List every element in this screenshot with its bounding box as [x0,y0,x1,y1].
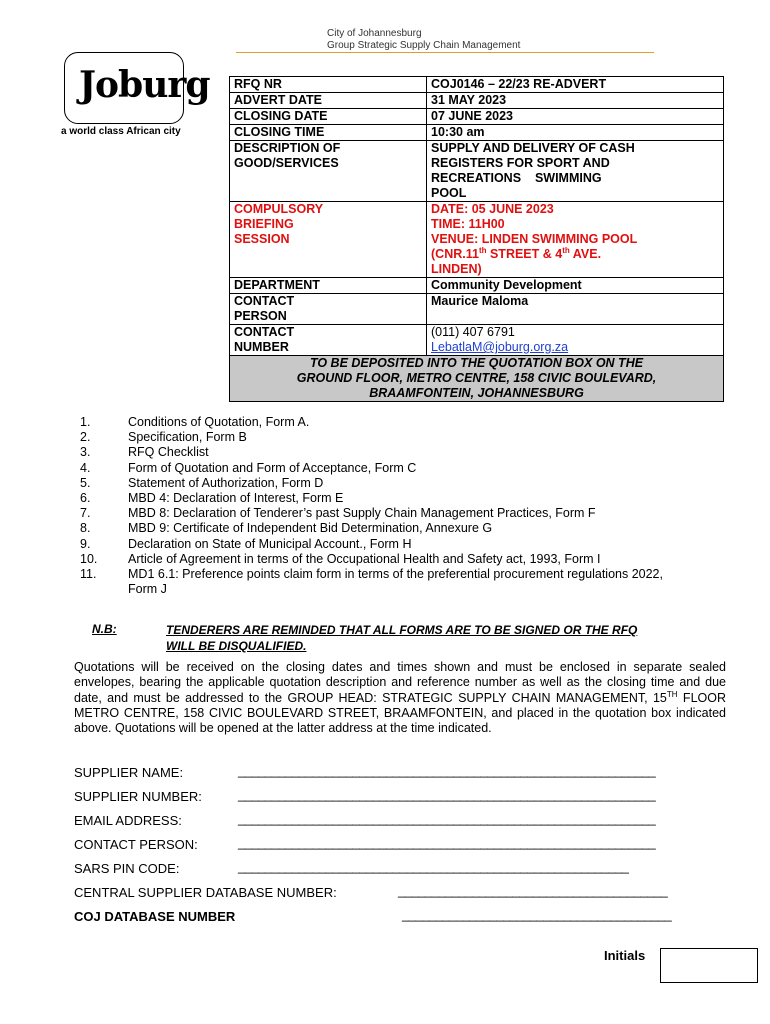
logo-tagline: a world class African city [61,126,181,137]
list-item [80,506,680,521]
briefing-corner: (CNR.11th STREET & 4th AVE. [431,245,602,261]
coj-db-blank[interactable]: ________________________________________ [402,907,672,922]
list-item-number: 7. [80,506,91,521]
briefing-date: DATE: 05 JUNE 2023 [431,202,554,216]
contact-person-label-line: CONTACT [234,294,295,308]
email-label: EMAIL ADDRESS: [74,813,182,828]
list-item-text: MBD 8: Declaration of Tenderer’s past Supply Chain Management Practices, Form F [128,506,596,521]
briefing-suburb: LINDEN) [431,262,482,276]
contact-person-value: Maurice Maloma [427,294,724,325]
contact-person-label-line: PERSON [234,309,287,323]
list-item-text: Statement of Authorization, Form D [128,475,324,490]
rfq-info-table [229,76,724,402]
briefing-label [230,202,427,278]
list-item-number: 3. [80,445,91,460]
header-rule [236,52,654,53]
contact-number-value [427,325,724,356]
list-item-text: Conditions of Quotation, Form A. [128,415,310,429]
table-row [230,93,724,109]
table-row [230,294,724,325]
csd-label: CENTRAL SUPPLIER DATABASE NUMBER: [74,885,337,900]
contact-number-label-line: NUMBER [234,340,289,354]
list-item [80,552,680,567]
header-city: City of Johannesburg [327,28,422,39]
list-item-text: MBD 4: Declaration of Interest, Form E [128,491,344,506]
joburg-logo [64,52,210,124]
description-line: SUPPLY AND DELIVERY OF CASH [431,141,635,155]
deposit-line: TO BE DEPOSITED INTO THE QUOTATION BOX ON THE [309,356,644,370]
list-item-text: Specification, Form B [128,430,247,445]
logo-wordmark: Joburg [79,64,210,106]
briefing-label-line: SESSION [234,232,290,246]
department-value: Community Development [427,278,724,294]
table-row [230,141,724,202]
briefing-label-line: BRIEFING [234,217,294,231]
rfq-nr-label: RFQ NR [230,77,427,93]
contact-number-label-line: CONTACT [234,325,295,339]
briefing-label-line: COMPULSORY [234,202,324,216]
nb-label: N.B: [92,622,117,636]
description-label-line: DESCRIPTION OF [234,141,341,155]
closing-time-label: CLOSING TIME [230,125,427,141]
list-item-text: Article of Agreement in terms of the Occupational Health and Safety act, 1993, Form I [128,551,601,566]
rfq-nr-value: COJ0146 – 22/23 RE-ADVERT [427,77,724,93]
list-item [80,521,680,536]
coj-db-label: COJ DATABASE NUMBER [74,909,236,924]
list-item [80,491,680,506]
table-row [230,109,724,125]
list-item [80,461,680,476]
list-item [80,567,680,597]
department-label: DEPARTMENT [230,278,427,294]
list-item-text: MD1 6.1: Preference points claim form in terms of the preferential procurement regulations 2022, Form J [128,567,663,597]
description-line: POOL [431,186,467,200]
list-item-number: 4. [80,460,91,475]
contact-person-field-label: CONTACT PERSON: [74,837,198,852]
list-item-number: 11. [80,567,97,582]
description-value [427,141,724,202]
closing-time-value: 10:30 am [427,125,724,141]
sars-pin-blank[interactable]: __________________________________________________________ [238,859,629,874]
table-row [230,325,724,356]
supplier-name-label: SUPPLIER NAME: [74,765,184,780]
table-row [230,202,724,278]
list-item-number: 1. [80,415,91,429]
list-item-number: 6. [80,491,91,506]
submission-instructions: Quotations will be received on the closing dates and times shown and must be enclosed in separate sealed envelopes, bearing the applicable quotation description and reference number as well as the closing time and due date, and must be addressed to the GROUP HEAD: STRATEGIC SUPPLY CHAIN MANAGEMENT, 15TH FLOOR METRO CENTRE, 158 CIVIC BOULEVARD STREET, BRAAMFONTEIN, and placed in the quotation box indicated above. Quotations will be opened at the latter address at the time indicated. [74,660,726,736]
supplier-name-blank[interactable]: ______________________________________________________________ [238,763,656,778]
email-blank[interactable]: ______________________________________________________________ [238,811,656,826]
description-line: REGISTERS FOR SPORT AND [431,156,610,170]
deposit-line: BRAAMFONTEIN, JOHANNESBURG [369,386,584,400]
list-item-text: Form of Quotation and Form of Acceptance, Form C [128,460,417,475]
list-item-number: 9. [80,536,91,551]
list-item [80,537,680,552]
deposit-line: GROUND FLOOR, METRO CENTRE, 158 CIVIC BOULEVARD, [296,371,657,385]
table-row [230,77,724,93]
briefing-venue: VENUE: LINDEN SWIMMING POOL [431,232,638,246]
briefing-details [427,202,724,278]
contact-phone: (011) 407 6791 [431,325,515,339]
deposit-instructions [230,356,724,402]
list-item-text: Declaration on State of Municipal Account., Form H [128,536,412,551]
list-item-number: 5. [80,475,91,490]
advert-date-value: 31 MAY 2023 [427,93,724,109]
list-item-text: RFQ Checklist [128,445,209,460]
closing-date-value: 07 JUNE 2023 [427,109,724,125]
closing-date-label: CLOSING DATE [230,109,427,125]
description-label [230,141,427,202]
briefing-time: TIME: 11H00 [431,217,505,231]
header-department: Group Strategic Supply Chain Management [327,40,521,51]
contact-person-blank[interactable]: ______________________________________________________________ [238,835,656,850]
table-row [230,356,724,402]
initials-box[interactable] [660,948,758,983]
description-line: RECREATIONS SWIMMING [431,171,602,185]
list-item [80,445,680,460]
sars-pin-label: SARS PIN CODE: [74,861,180,876]
forms-list [80,415,680,597]
nb-warning: TENDERERS ARE REMINDED THAT ALL FORMS ARE TO BE SIGNED OR THE RFQ WILL BE DISQUALIFIED. [166,623,638,653]
supplier-number-blank[interactable]: ______________________________________________________________ [238,787,656,802]
contact-number-label [230,325,427,356]
list-item-number: 10. [80,551,98,566]
list-item-number: 2. [80,430,91,445]
list-item-number: 8. [80,521,91,536]
initials-label: Initials [604,948,646,963]
table-row [230,125,724,141]
csd-blank[interactable]: ________________________________________ [398,883,668,898]
supplier-number-label: SUPPLIER NUMBER: [74,789,202,804]
list-item [80,415,680,430]
list-item-text: MBD 9: Certificate of Independent Bid Determination, Annexure G [128,521,493,536]
list-item [80,476,680,491]
contact-email-link[interactable]: LebatlaM@joburg.org.za [431,340,569,354]
description-label-line: GOOD/SERVICES [234,156,339,170]
contact-person-label [230,294,427,325]
table-row [230,278,724,294]
advert-date-label: ADVERT DATE [230,93,427,109]
list-item [80,430,680,445]
